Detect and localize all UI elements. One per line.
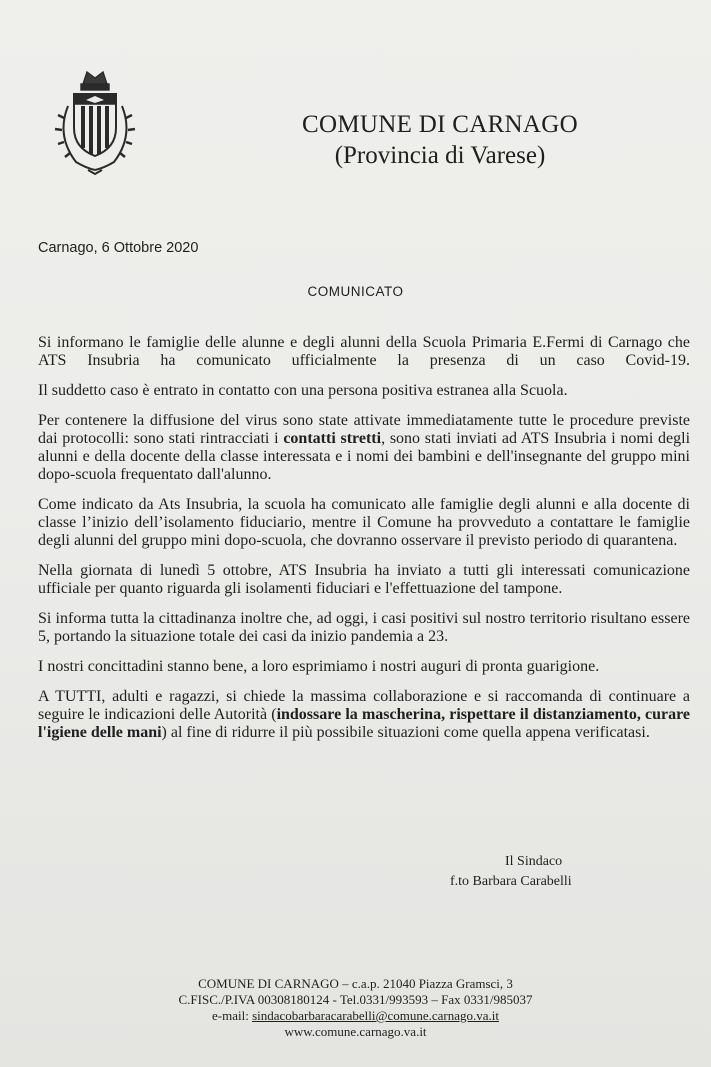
safety-measures-emphasis: indossare la mascherina, rispettare il distanziamento, curare l'igiene delle mani — [38, 706, 690, 741]
letterhead — [300, 110, 580, 172]
signatory-name: f.to Barbara Carabelli — [450, 874, 572, 889]
footer-contacts: C.FISC./P.IVA 00308180124 - Tel.0331/993593 – Fax 0331/985037 — [178, 992, 533, 1007]
paragraph-6: Si informa tutta la cittadinanza inoltre che, ad oggi, i casi positivi sul nostro territorio risultano essere 5, portando la situazione totale dei casi da inizio pandemia a 23. — [38, 610, 690, 645]
paragraph-3 — [38, 412, 690, 484]
signatory-role: Il Sindaco — [505, 854, 563, 869]
email-label: e-mail: — [211, 1008, 253, 1023]
paragraph-5: Nella giornata di lunedì 5 ottobre, ATS Insubria ha inviato a tutti gli interessati comunicazione ufficiale per quanto riguarda gli isolamenti fiduciari e l'effettuazione del tampone. — [38, 562, 690, 597]
municipal-crest-icon — [50, 66, 140, 176]
paragraph-8-text-a: A TUTTI, adulti e ragazzi, si chiede la massima collaborazione e si raccomanda di continuare a seguire le indicazioni delle Autorità ( — [38, 688, 690, 723]
paragraph-8-text-c: ) al fine di ridurre il più possibile situazioni come quella appena verificatasi. — [161, 724, 650, 741]
municipality-name: COMUNE DI CARNAGO — [302, 111, 578, 138]
paragraph-8 — [38, 688, 690, 742]
paragraph-3-text-a: Per contenere la diffusione del virus sono state attivate immediatamente tutte le procedure previste dai protocolli: sono stati rintracciati i — [38, 412, 690, 447]
notice-title: COMUNICATO — [307, 284, 404, 299]
email-link[interactable]: sindacobarbaracarabelli@comune.carnago.va.it — [252, 1008, 499, 1023]
footer-address: COMUNE DI CARNAGO – c.a.p. 21040 Piazza Gramsci, 3 — [198, 976, 513, 991]
paragraph-3-text-c: , sono stati inviati ad ATS Insubria i nomi degli alunni e della docente della classe interessata e i nomi dei bambini e dell'insegnante del gruppo mini dopo-scuola frequentato dall'alunno. — [38, 430, 691, 483]
paragraph-2: Il suddetto caso è entrato in contatto con una persona positiva estranea alla Scuola. — [38, 382, 568, 399]
document-date: Carnago, 6 Ottobre 2020 — [38, 240, 199, 256]
province-name: (Provincia di Varese) — [334, 142, 546, 169]
close-contacts-emphasis: contatti stretti — [283, 430, 382, 447]
paragraph-1: Si informano le famiglie delle alunne e degli alunni della Scuola Primaria E.Fermi di Carnago che ATS Insubria ha comunicato ufficialmente la presenza di un caso Covid-19. — [38, 334, 690, 369]
footer — [0, 976, 711, 1040]
paragraph-7: I nostri concittadini stanno bene, a loro esprimiamo i nostri auguri di pronta guarigione. — [38, 658, 600, 675]
notice-body — [38, 334, 690, 754]
website-link[interactable]: www.comune.carnago.va.it — [284, 1024, 427, 1039]
signature-block — [450, 852, 572, 892]
paragraph-4: Come indicato da Ats Insubria, la scuola ha comunicato alle famiglie degli alunni e alla docente di classe l’inizio dell’isolamento fiduciario, mentre il Comune ha provveduto a contattare le famiglie degli alunni del gruppo mini dopo-scuola, che dovranno osservare il previsto periodo di quarantena. — [38, 496, 690, 549]
footer-email-line — [0, 1008, 711, 1024]
